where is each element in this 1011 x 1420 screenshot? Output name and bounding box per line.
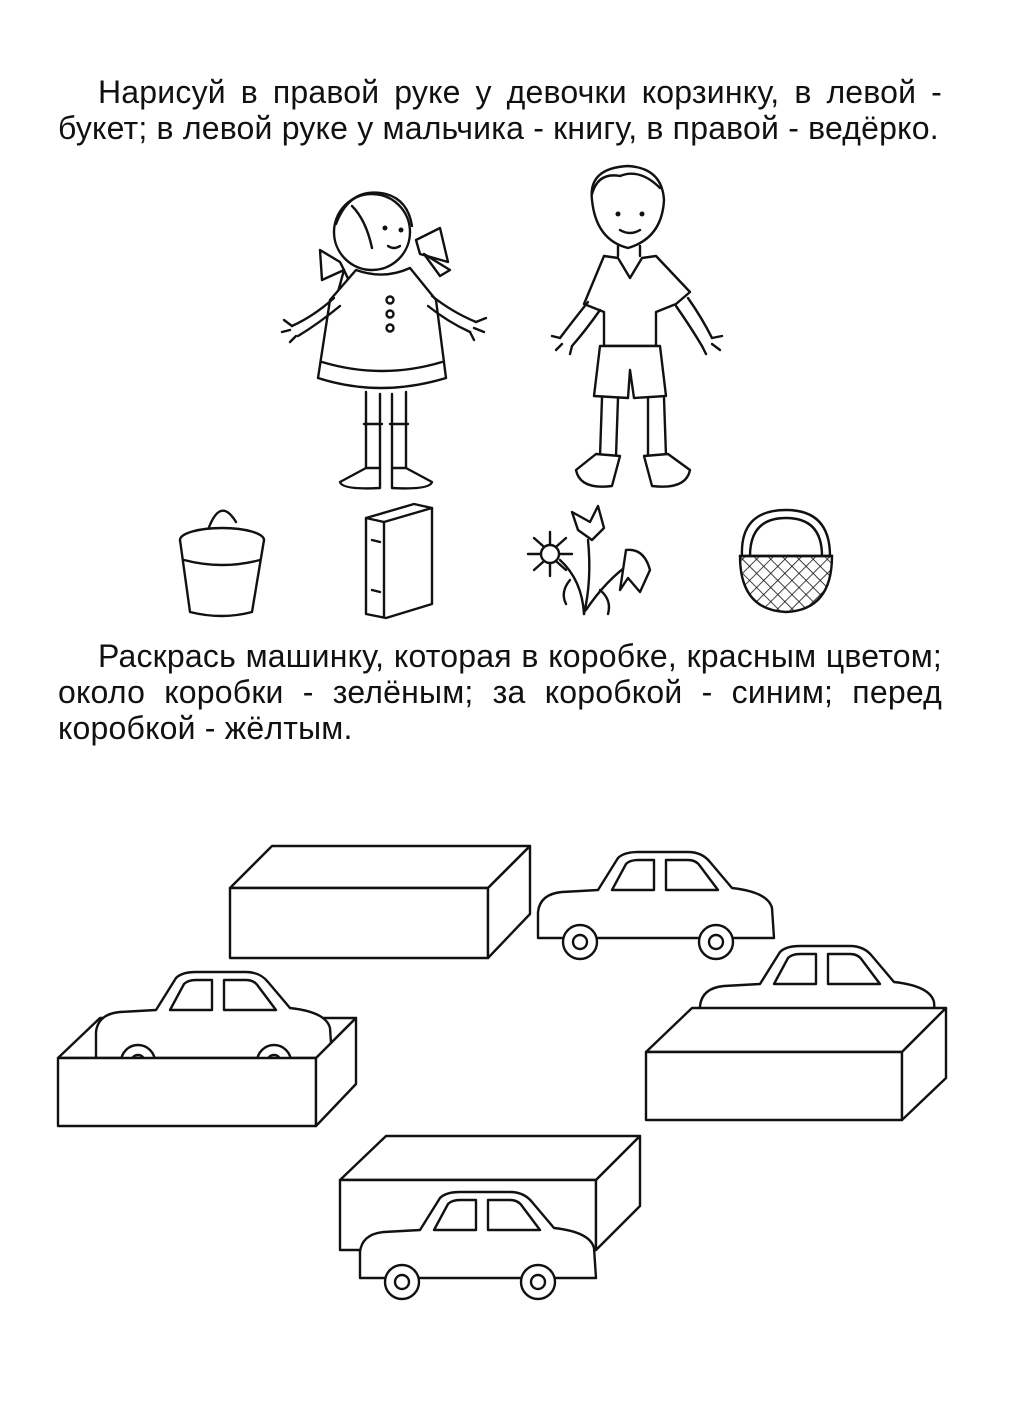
flowers-icon xyxy=(528,506,650,614)
book-icon xyxy=(366,504,432,618)
car-beside-box xyxy=(230,846,774,959)
girl-figure xyxy=(282,193,486,489)
bucket-icon xyxy=(180,511,264,616)
car-in-box xyxy=(58,972,356,1126)
task-2-instructions: Раскрась машинку, которая в коробке, красным цветом; около коробки - зелёным; за коробкой - синим; перед коробкой - жёлтым. xyxy=(58,638,942,746)
boy-figure xyxy=(552,166,722,487)
car-behind-box xyxy=(646,946,946,1120)
car-in-front-of-box xyxy=(340,1136,640,1299)
task-1-instructions: Нарисуй в правой руке у девочки корзинку, в левой - букет; в левой руке у мальчика - книгу, в правой - ведёрко. xyxy=(58,74,942,146)
basket-icon xyxy=(740,510,832,612)
